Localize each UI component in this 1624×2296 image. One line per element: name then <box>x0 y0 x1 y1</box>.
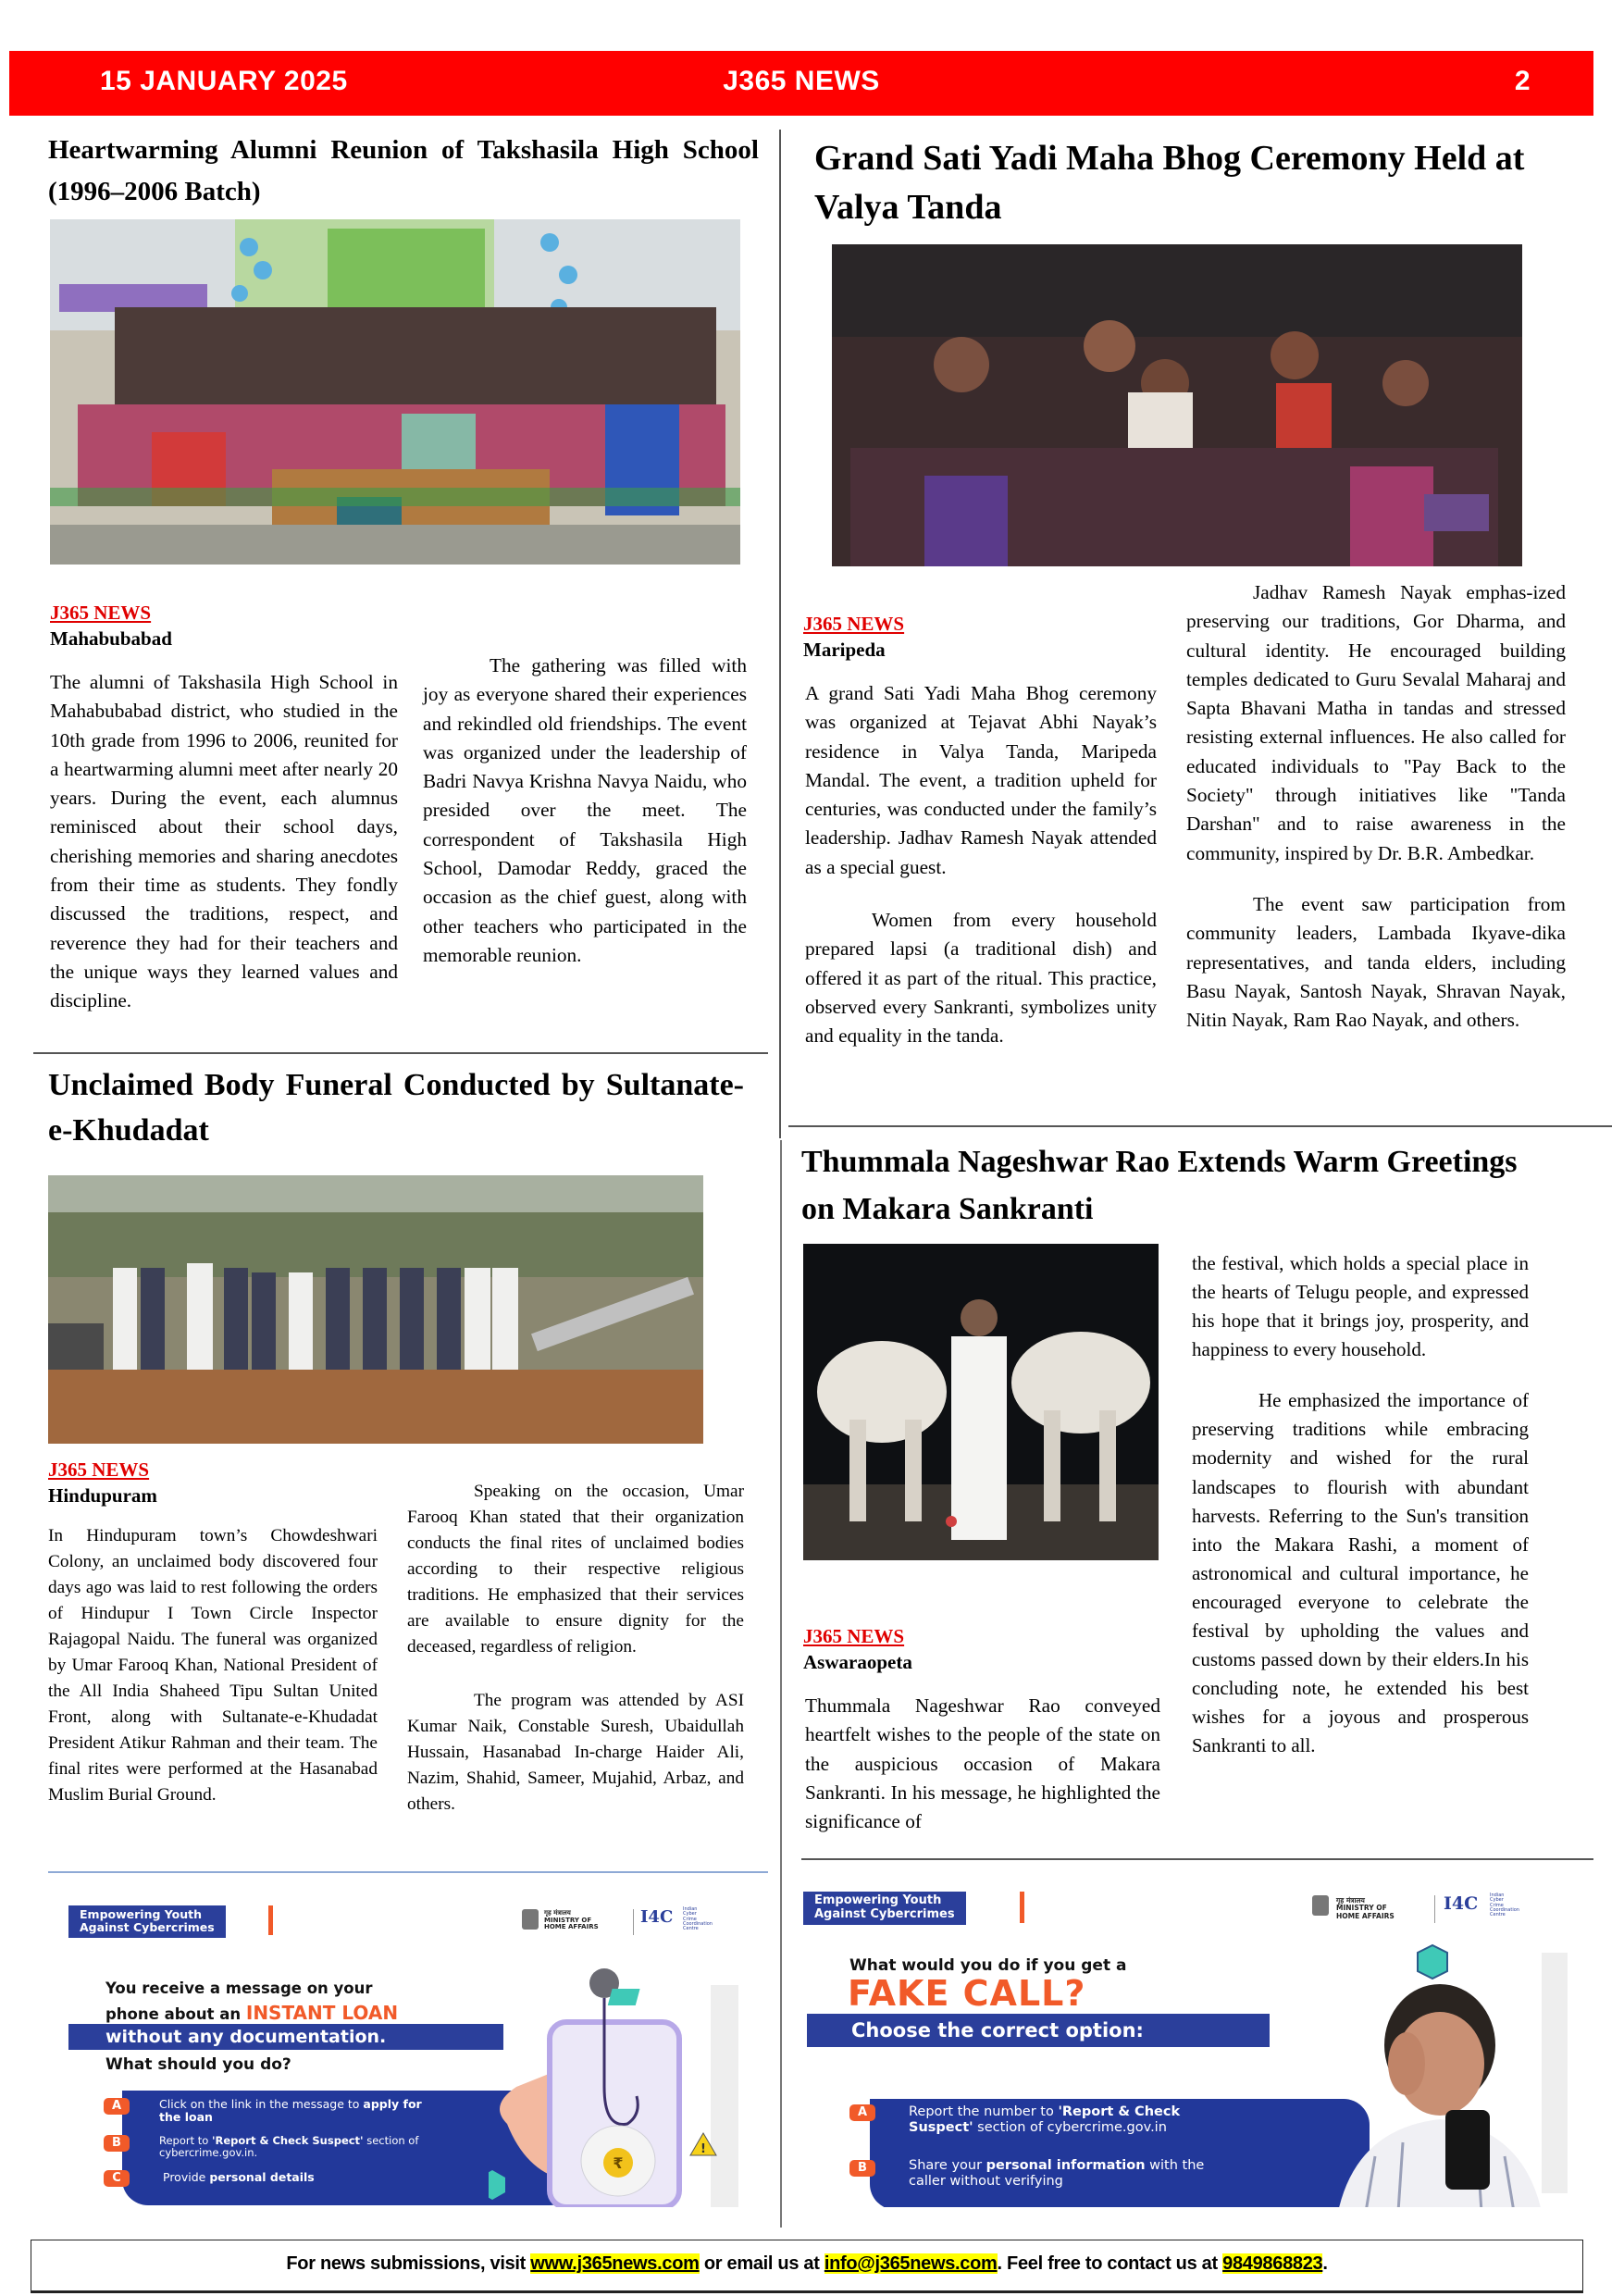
news-source-label: J365 NEWS <box>803 1625 905 1647</box>
article-body-col1 <box>50 668 398 1033</box>
option-letter-badge: C <box>104 2170 130 2187</box>
ad-highlight-text: FAKE CALL? <box>848 1973 1086 2014</box>
ad-question-text: phone about an <box>105 2005 246 2023</box>
ad-option <box>159 2135 465 2159</box>
ministry-line: HOME AFFAIRS <box>1336 1911 1395 1920</box>
byline <box>50 600 383 652</box>
ad-badge-line: Against Cybercrimes <box>80 1920 215 1935</box>
article-paragraph: In Hindupuram town’s Chowdeshwari Colony, an unclaimed body discovered four days ago was laid to rest following the orders of Hindupur I Town Circle Inspector Rajagopal Naidu. The funeral was organized by Umar Farooq Khan, National President of the All India Shaheed Tipu Sultan United Front, along with Sultanate-e-Khudadat President Atikur Rahman and their team. The final rites were performed at the Hasanabad Muslim Burial Ground. <box>48 1526 378 1805</box>
article-paragraph: Women from every household prepared lapsi (a traditional dish) and offered it as part of the ritual. This practice, observed every Sankranti, symbolizes unity and equality in the tanda. <box>805 909 1157 1048</box>
option-letter-badge: A <box>849 2104 875 2121</box>
i4c-label <box>683 1907 713 1931</box>
article-paragraph: A grand Sati Yadi Maha Bhog ceremony was organized at Tejavat Abhi Nayak’s residence in Valya Tanda, Maripeda Mandal. The event, a tradition upheld for centuries, was conducted under the family’s leadership. Jadhav Ramesh Nayak attended as a special guest. <box>805 682 1157 878</box>
ad-badge-line: Empowering Youth <box>80 1907 203 1921</box>
i4c-line: Crime <box>1490 1902 1504 1908</box>
ad-option <box>909 2158 1233 2189</box>
option-text: Click on the link in the message to <box>159 2097 364 2111</box>
option-text: Provide <box>163 2170 210 2184</box>
national-emblem-icon <box>522 1909 539 1930</box>
footer-text-part: For news submissions, visit <box>286 2253 531 2274</box>
ceremony-crowd-image <box>832 244 1522 566</box>
article-paragraph: Thummala Nageshwar Rao conveyed heartfelt wishes to the people of the state on the auspicious occasion of Makara Sankranti. In his message, he highlighted the significance of <box>805 1694 1160 1833</box>
dateline-location: Hindupuram <box>48 1484 157 1508</box>
national-emblem-icon <box>1312 1895 1329 1916</box>
thummala-photo <box>803 1244 1159 1560</box>
article-paragraph: Jadhav Ramesh Nayak emphas-ized preserving our traditions, Gor Dharma, and cultural identity. He encouraged building temples dedicated to Guru Sevalal Maharaj and Sapta Bhavani Matha in tandas and stressed resisting external influences. He also called for educated individuals to "Pay Back to the Society" through initiatives like "Tanda Darshan" and to raise awareness in the community, inspired by Dr. B.R. Ambedkar. <box>1186 581 1566 864</box>
option-bold-text: apply for the loan <box>159 2097 422 2125</box>
option-text: section of cybercrime.gov.in. <box>159 2134 419 2160</box>
byline <box>803 611 1136 664</box>
ministry-line: MINISTRY OF <box>544 1916 592 1924</box>
article-body-col2 <box>407 1479 744 1834</box>
ad-badge <box>68 1905 226 1938</box>
ministry-line: HOME AFFAIRS <box>544 1923 599 1931</box>
i4c-line: Centre <box>683 1926 699 1931</box>
byline <box>803 1623 1136 1676</box>
article-body-col1 <box>805 679 1157 1068</box>
news-source-label: J365 NEWS <box>50 602 152 624</box>
cyber-awareness-ad-fake-call <box>801 1888 1568 2207</box>
option-bold-text: 'Report & Check Suspect' <box>211 2134 364 2147</box>
funeral-photo <box>48 1175 703 1444</box>
article-paragraph: The alumni of Takshasila High School in Mahabubabad district, who studied in the 10th grade from 1996 to 2006, reunited for a heartwarming alumni meet after nearly 20 years. During the event, each alumnus reminisced about their school days, cherishing memories and sharing anecdotes from their time as students. They fondly discussed the traditions, respect, and reverence they had for their teachers and the unique ways they learned values and discipline. <box>50 671 398 1012</box>
group-photo-image <box>50 219 740 565</box>
news-source-label: J365 NEWS <box>803 613 905 635</box>
ad-badge-line: Against Cybercrimes <box>814 1906 955 1921</box>
article-paragraph: the festival, which holds a special place in the hearts of Telugu people, and expressed his hope that it brings joy, prosperity, and happiness to every household. <box>1192 1252 1529 1361</box>
option-bold-text: personal details <box>209 2170 315 2184</box>
i4c-line: Coordination <box>683 1920 713 1927</box>
option-text: with the caller without verifying <box>909 2158 1205 2189</box>
ad-question-line <box>105 2002 398 2024</box>
cyber-awareness-ad-instant-loan <box>63 1902 753 2207</box>
website-link[interactable]: www.j365news.com <box>530 2253 700 2274</box>
ad-option <box>159 2098 437 2125</box>
funeral-group-image <box>48 1175 703 1444</box>
ministry-label <box>544 1910 599 1931</box>
section-divider-right <box>788 1125 1612 1127</box>
article-paragraph: The event saw participation from community leaders, Lambada Ikyave-dika representatives, and tanda elders, including Basu Nayak, Santosh Nayak, Shravan Nayak, Nitin Nayak, Ram Rao Nayak, and others. <box>1186 892 1566 1032</box>
phone-hook-illustration-icon <box>489 1967 738 2207</box>
article-body-col2 <box>423 652 747 987</box>
section-divider-left <box>33 1052 768 1054</box>
option-letter-badge: B <box>849 2160 875 2177</box>
masthead-title: J365 NEWS <box>723 66 880 96</box>
worried-woman-illustration-icon <box>1227 1943 1568 2207</box>
alumni-group-photo <box>50 219 740 565</box>
article-body-col1 <box>805 1692 1160 1853</box>
footer-contact-box <box>31 2240 1583 2293</box>
ad-badge-accent <box>1020 1892 1024 1923</box>
footer-text <box>31 2253 1582 2275</box>
option-bold-text: 'Report & Check Suspect' <box>909 2104 1181 2135</box>
article-headline: Grand Sati Yadi Maha Bhog Ceremony Held at Valya Tanda <box>814 139 1525 228</box>
i4c-logo: I4C <box>640 1907 674 1927</box>
logo-separator <box>633 1909 634 1935</box>
article-headline: Unclaimed Body Funeral Conducted by Sultanate-e-Khudadat <box>48 1068 744 1148</box>
ministry-label <box>1336 1897 1395 1920</box>
dateline-location: Maripeda <box>803 639 886 662</box>
i4c-line: Cyber <box>1490 1897 1504 1904</box>
page-number: 2 <box>1514 66 1531 96</box>
i4c-line: Crime <box>683 1916 697 1922</box>
article-paragraph: He emphasized the importance of preserving traditions while embracing modernity and wished for the rural landscapes to flourish with abundant harvests. Referring to the Sun's transition into the Makara Rashi, a moment of astronomical and cultural importance, he encouraged everyone to celebrate the festival by upholding the values and customs passed down by their elders.In his concluding note, he extended his best wishes for a joyous and prosperous Sankranti to all. <box>1192 1389 1529 1757</box>
footer-text-part: . Feel free to contact us at <box>997 2253 1223 2274</box>
section-divider-left-bottom <box>48 1871 768 1873</box>
section-divider-right-bottom <box>801 1858 1593 1860</box>
i4c-logo: I4C <box>1444 1893 1479 1914</box>
i4c-line: Indian <box>683 1906 698 1912</box>
ad-option <box>909 2104 1233 2135</box>
logo-separator <box>1434 1895 1435 1923</box>
ad-highlight-text: INSTANT LOAN <box>245 2002 399 2024</box>
article-body-col1 <box>48 1523 378 1825</box>
ad-question-line: You receive a message on your <box>105 1980 373 1997</box>
article-paragraph: The program was attended by ASI Kumar Naik, Constable Suresh, Ubaidullah Hussain, Hasanabad In-charge Haider Ali, Nazim, Shahid, Sameer, Mujahid, Arbaz, and others. <box>407 1690 744 1814</box>
option-letter-badge: A <box>104 2098 130 2115</box>
masthead <box>9 51 1593 116</box>
ad-badge-line: Empowering Youth <box>814 1893 942 1907</box>
warning-symbol: ! <box>700 2142 706 2156</box>
i4c-label <box>1490 1893 1519 1917</box>
i4c-line: Coordination <box>1490 1906 1519 1913</box>
ceremony-photo <box>832 244 1522 566</box>
article-body-col2 <box>1186 578 1566 1051</box>
masthead-date: 15 JANUARY 2025 <box>100 66 348 96</box>
option-text: Share your <box>909 2158 986 2173</box>
article-headline: Heartwarming Alumni Reunion of Takshasila High School (1996–2006 Batch) <box>48 135 759 206</box>
ad-badge <box>803 1892 966 1925</box>
option-text: Report the number to <box>909 2104 1059 2119</box>
dateline-location: Mahabubabad <box>50 627 172 651</box>
option-letter-badge: B <box>104 2135 130 2152</box>
option-text: section of cybercrime.gov.in <box>973 2119 1167 2135</box>
dateline-location: Aswaraopeta <box>803 1651 912 1674</box>
ad-badge-accent <box>268 1905 273 1935</box>
article-paragraph: Speaking on the occasion, Umar Farooq Khan stated that their organization conducts the final rites of unclaimed bodies according to their respective religious traditions. He emphasized that their services are available to ensure dignity for the deceased, regardless of religion. <box>407 1482 744 1657</box>
ad-question-line: What would you do if you get a <box>849 1956 1127 1975</box>
ministry-hindi: गृह मंत्रालय <box>1336 1896 1365 1905</box>
news-source-label: J365 NEWS <box>48 1458 150 1481</box>
ad-question-line: What should you do? <box>105 2055 291 2074</box>
i4c-line: Cyber <box>683 1911 697 1917</box>
ad-band: Choose the correct option: <box>807 2014 1270 2047</box>
column-divider-top <box>779 130 781 1138</box>
phone-link[interactable]: 9849868823 <box>1222 2253 1323 2274</box>
option-text: Report to <box>159 2134 212 2147</box>
rupee-symbol: ₹ <box>613 2154 624 2172</box>
byline <box>48 1457 381 1509</box>
article-body-col2 <box>1192 1249 1529 1777</box>
email-link[interactable]: info@j365news.com <box>824 2253 998 2274</box>
column-divider-bottom <box>780 1140 782 2228</box>
man-with-bulls-image <box>803 1244 1159 1560</box>
article-paragraph: The gathering was filled with joy as everyone shared their experiences and rekindled old friendships. The event was organized under the leadership of Badri Navya Krishna Navya Naidu, who presided over the meet. The correspondent of Takshasila High School, Damodar Reddy, graced the occasion as the chief guest, along with other teachers who participated in the memorable reunion. <box>423 654 747 966</box>
i4c-line: Centre <box>1490 1912 1506 1917</box>
footer-text-part: . <box>1322 2253 1328 2274</box>
footer-text-part: or email us at <box>699 2253 824 2274</box>
i4c-line: Indian <box>1490 1893 1505 1898</box>
ad-band: without any documentation. <box>68 2024 503 2050</box>
option-bold-text: personal information <box>986 2158 1146 2173</box>
ministry-line: MINISTRY OF <box>1336 1904 1387 1913</box>
ad-option <box>163 2171 440 2184</box>
article-headline: Thummala Nageshwar Rao Extends Warm Greetings on Makara Sankranti <box>801 1145 1518 1226</box>
ministry-hindi: गृह मंत्रालय <box>544 1909 571 1917</box>
